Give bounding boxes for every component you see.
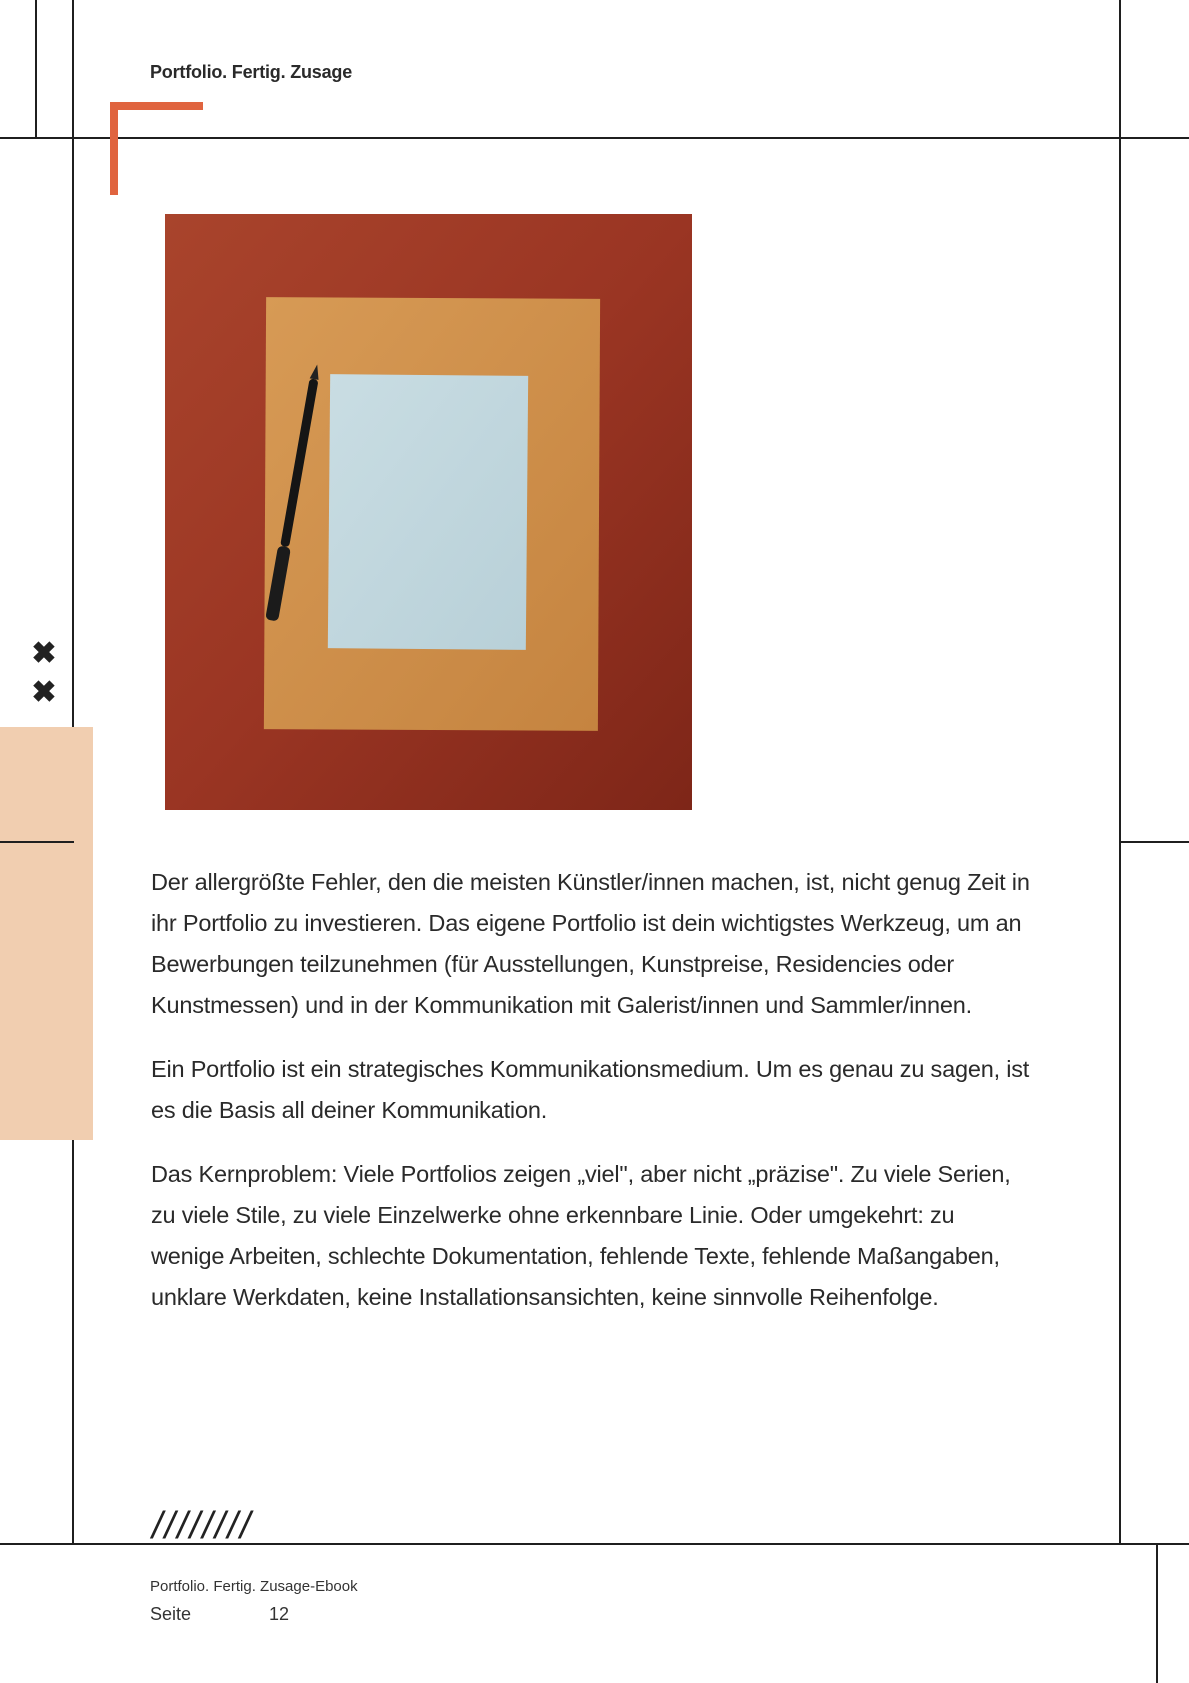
photo-paper-and-pen — [165, 214, 692, 810]
accent-corner-horizontal — [110, 102, 203, 110]
decorative-slashes: //////// — [152, 1505, 253, 1547]
body-text — [151, 862, 1031, 1341]
left-outer-vertical — [35, 0, 37, 139]
accent-corner-vertical — [110, 102, 118, 195]
header-title: Portfolio. Fertig. Zusage — [150, 62, 353, 82]
paragraph: Das Kernproblem: Viele Portfolios zeigen „viel", aber nicht „präzise". Zu viele Serien, zu viele Stile, zu viele Einzelwerke ohne erkennbare Linie. Oder umgekehrt: zu wenige Arbeiten, schlechte Dokumentation, fehlende Texte, fehlende Maßangaben, unklare Werkdaten, keine Installationsansichten, keine sinnvolle Reihenfolge. — [151, 1161, 1011, 1310]
top-rule — [0, 137, 1189, 139]
right-side-rule — [1119, 841, 1189, 843]
footer-title: Portfolio. Fertig. Zusage-Ebook — [150, 1578, 358, 1595]
x-mark-icon: ✖ — [31, 637, 57, 670]
right-vertical — [1119, 0, 1121, 1545]
photo-paper — [328, 374, 528, 650]
paragraph: Ein Portfolio ist ein strategisches Kommunikationsmedium. Um es genau zu sagen, ist es die Basis all deiner Kommunikation. — [151, 1056, 1030, 1123]
footer-page-label: Seite — [150, 1604, 192, 1624]
page-number: 12 — [269, 1604, 290, 1624]
x-mark-icon: ✖ — [31, 676, 57, 709]
paragraph: Der allergrößte Fehler, den die meisten Künstler/innen machen, ist, nicht genug Zeit in ihr Portfolio zu investieren. Das eigene Portfolio ist dein wichtigstes Werkzeug, um an Bewerbungen teilzunehmen (für Ausstellungen, Kunstpreise, Residencies oder Kunstmessen) und in der Kommunikation mit Galerist/innen und Sammler/innen. — [151, 869, 1030, 1018]
peach-block-rule — [0, 841, 74, 843]
bottom-right-vertical — [1156, 1543, 1158, 1683]
peach-side-block — [0, 727, 93, 1140]
